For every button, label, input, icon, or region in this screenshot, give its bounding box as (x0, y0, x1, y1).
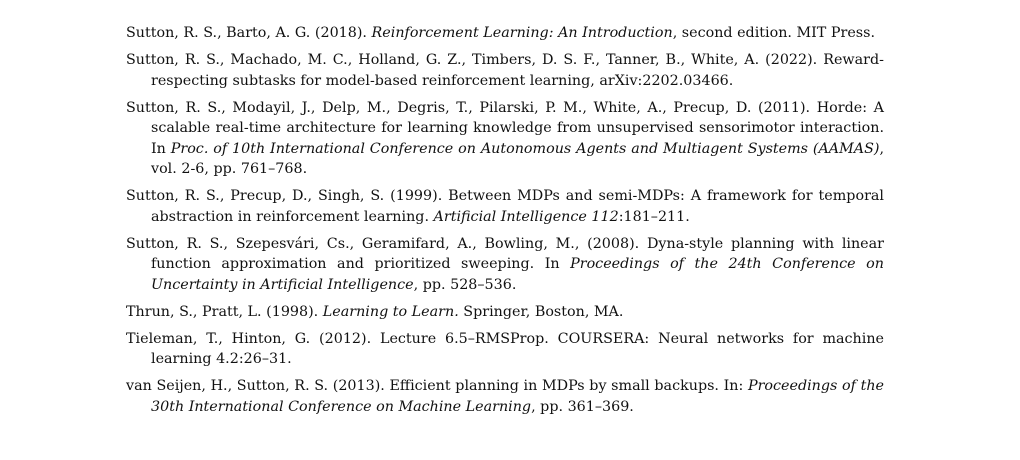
reference-text-tail: , pp. 528–536. (413, 276, 517, 293)
reference-entry (126, 23, 884, 44)
reference-text: Tieleman, T., Hinton, G. (2012). Lecture 6.5–RMSProp. COURSERA: Neural networks for machine learning 4.2:26–31. (126, 330, 884, 367)
reference-entry (126, 234, 884, 296)
reference-text-tail: :181–211. (618, 208, 690, 225)
reference-text-tail: , second edition. MIT Press. (672, 25, 876, 41)
reference-italic: Learning to Learn. (322, 303, 459, 320)
reference-text: Sutton, R. S., Szepesvári, Cs., Geramifard, A., Bowling, M., (2008). Dyna-style planning with linear function approximation and prioritized sweeping. In (126, 235, 884, 272)
reference-italic: Reinforcement Learning: An Introduction (371, 25, 673, 41)
reference-text: van Seijen, H., Sutton, R. S. (2013). Efficient planning in MDPs by small backups. In: (126, 378, 748, 394)
reference-entry (126, 98, 884, 180)
reference-entry (126, 186, 884, 227)
reference-italic: Proc. of 10th International Conference on Autonomous Agents and Multiagent Systems (AAMAS) (170, 140, 880, 157)
reference-italic: Proceedings of the 24th Conference on Uncertainty in Artificial Intelligence (151, 256, 884, 293)
reference-entry (126, 302, 884, 323)
reference-italic: Proceedings of the 30th International Conference on Machine Learning (151, 378, 884, 415)
reference-text-tail: , vol. 2-6, pp. 761–768. (151, 140, 885, 177)
reference-text: Sutton, R. S., Precup, D., Singh, S. (1999). Between MDPs and semi-MDPs: A framework for temporal abstraction in reinforcement learning. (126, 188, 884, 225)
reference-list (126, 23, 884, 424)
reference-text: Sutton, R. S., Barto, A. G. (2018). (126, 25, 372, 41)
reference-text-tail: , pp. 361–369. (531, 398, 634, 415)
reference-text: Sutton, R. S., Modayil, J., Delp, M., Degris, T., Pilarski, P. M., White, A., Precup, D. (2011). Horde: A scalable real-time architecture for learning knowledge from unsupervised sensorimotor interaction. In (126, 99, 884, 157)
reference-entry (126, 329, 884, 370)
reference-entry (126, 50, 884, 91)
reference-entry (126, 376, 884, 417)
reference-text: Thrun, S., Pratt, L. (1998). (126, 303, 323, 320)
reference-italic: Artificial Intelligence 112 (433, 208, 619, 225)
reference-text-tail: Springer, Boston, MA. (458, 303, 624, 320)
reference-text: Sutton, R. S., Machado, M. C., Holland, G. Z., Timbers, D. S. F., Tanner, B., White, A. (2022). Reward-respecting subtasks for model-based reinforcement learning, arXiv:2202.03466. (126, 52, 884, 89)
